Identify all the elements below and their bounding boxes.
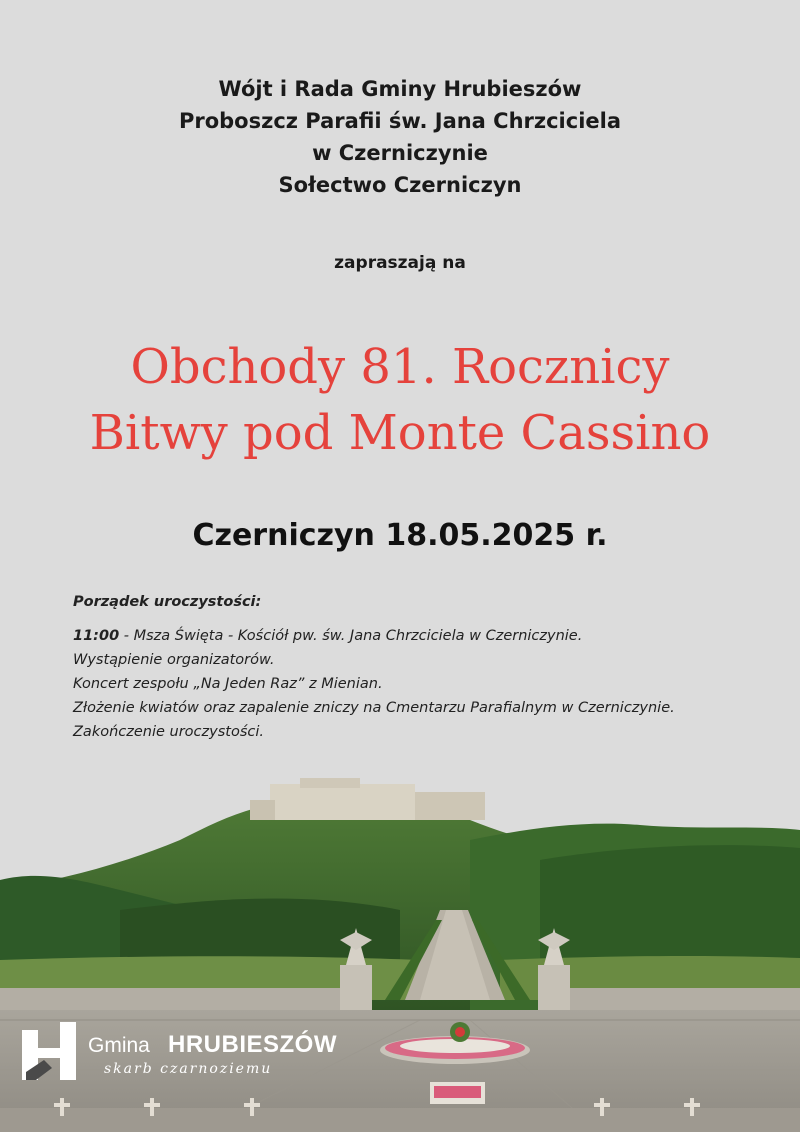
program-time: 11:00 bbox=[73, 628, 120, 644]
program-item: Wystąpienie organizatorów. bbox=[73, 652, 275, 668]
invite-text: zapraszają na bbox=[334, 253, 466, 273]
gmina-logo bbox=[22, 1022, 337, 1084]
program-section bbox=[73, 594, 763, 744]
event-date: Czerniczyn 18.05.2025 r. bbox=[192, 518, 608, 553]
organizer-line-4: Sołectwo Czerniczyn bbox=[278, 173, 522, 197]
organizers-block bbox=[0, 73, 800, 201]
organizer-line-2: Proboszcz Parafii św. Jana Chrzciciela bbox=[178, 109, 622, 133]
program-heading: Porządek uroczystości: bbox=[73, 594, 262, 610]
program-item-mass-text: - Msza Święta - Kościół pw. św. Jana Chrzciciela w Czerniczynie. bbox=[119, 628, 583, 644]
abbey-building bbox=[250, 778, 485, 820]
program-item: Koncert zespołu „Na Jeden Raz” z Mienian. bbox=[73, 676, 383, 692]
program-item-mass bbox=[73, 624, 763, 648]
logo-prefix: Gmina bbox=[88, 1034, 150, 1057]
organizer-line-1: Wójt i Rada Gminy Hrubieszów bbox=[218, 77, 582, 101]
title-line-1: Obchody 81. Rocznicy bbox=[130, 339, 670, 395]
title-line-2: Bitwy pod Monte Cassino bbox=[89, 405, 711, 461]
eagle-monument-right bbox=[538, 928, 570, 1010]
event-title bbox=[0, 334, 800, 466]
logo-name: HRUBIESZÓW bbox=[168, 1031, 337, 1058]
program-item: Złożenie kwiatów oraz zapalenie zniczy na Cmentarzu Parafialnym w Czerniczynie. bbox=[73, 700, 675, 716]
program-item: Zakończenie uroczystości. bbox=[73, 724, 264, 740]
logo-tagline: skarb czarnoziemu bbox=[104, 1061, 273, 1077]
organizer-line-3: w Czerniczynie bbox=[312, 141, 488, 165]
gmina-logo-mark-icon bbox=[22, 1022, 76, 1080]
eagle-monument-left bbox=[340, 928, 372, 1010]
